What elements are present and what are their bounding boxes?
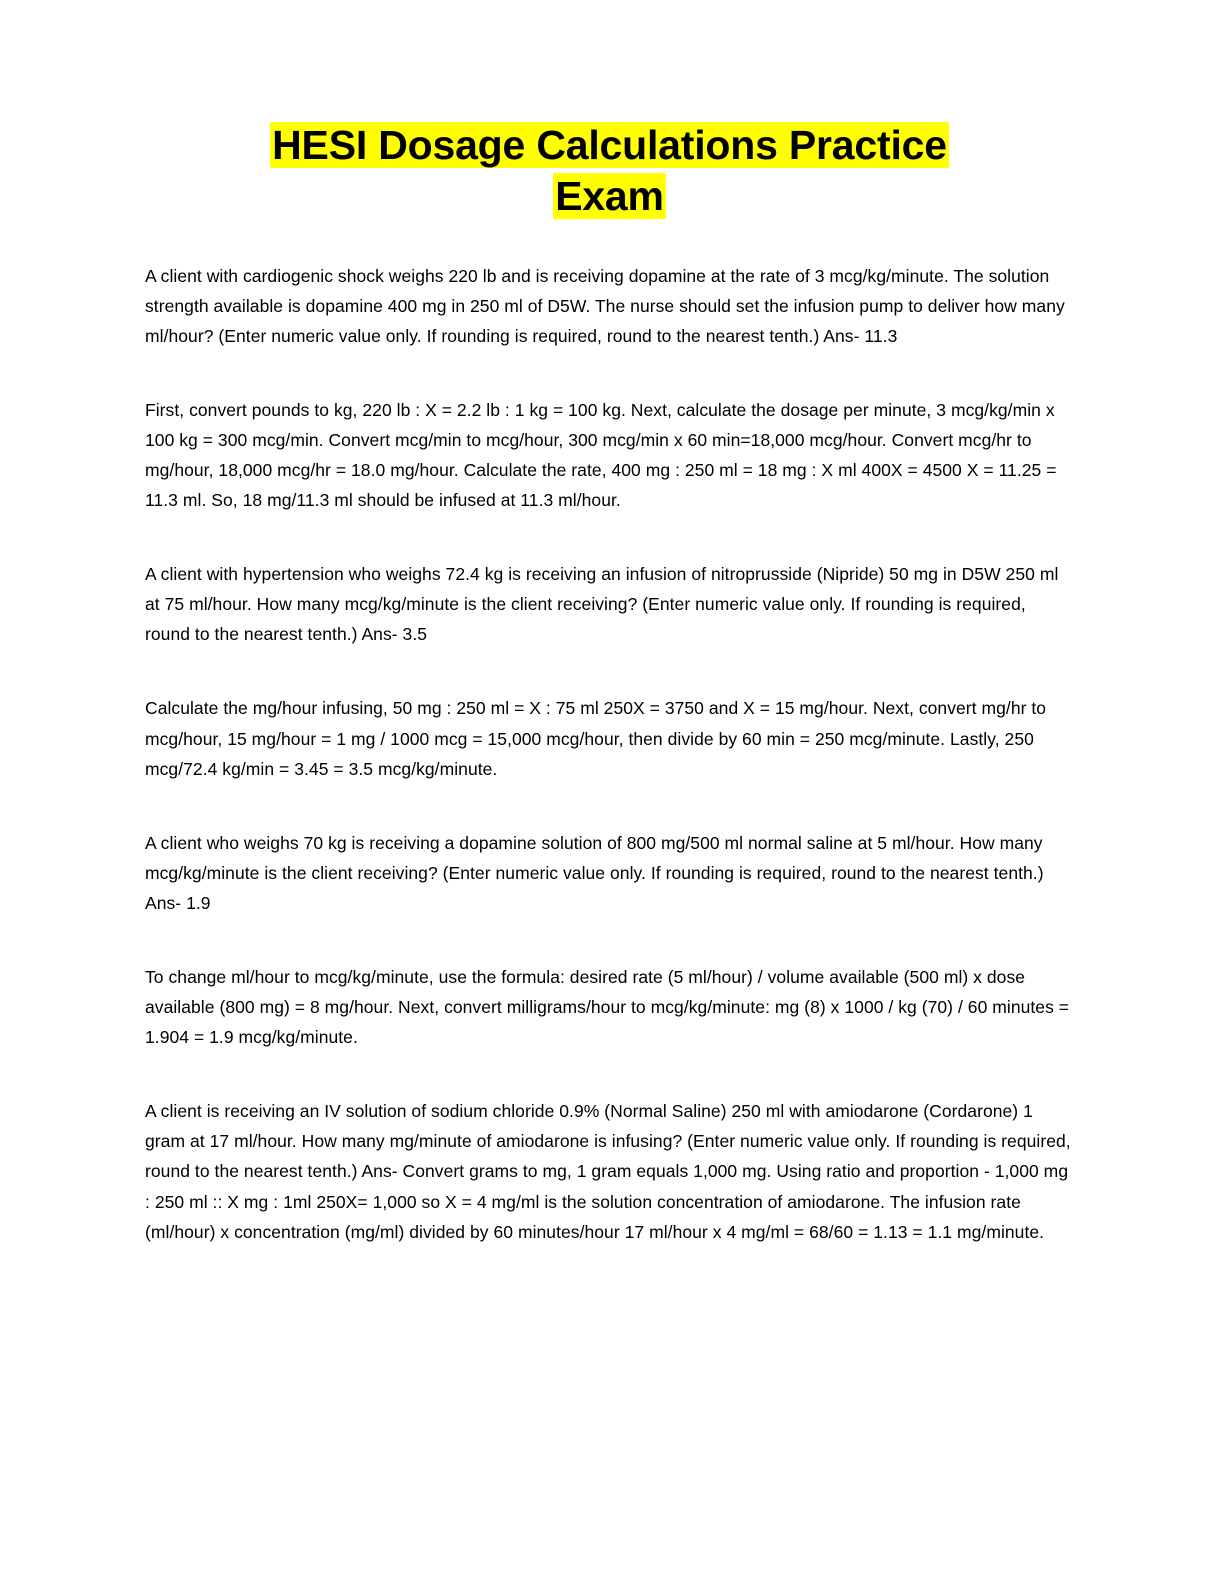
page-title-line-1: HESI Dosage Calculations Practice (272, 122, 947, 168)
page-title (145, 120, 1074, 223)
question-paragraph-1: A client with cardiogenic shock weighs 220 lb and is receiving dopamine at the rate of 3 mcg/kg/minute. The solution strength available is dopamine 400 mg in 250 ml of D5W. The nurse should set the infusion pump to deliver how many ml/hour? (Enter numeric value only. If rounding is required, round to the nearest tenth.) Ans- 11.3 (145, 265, 1065, 346)
question-paragraph-4: A client is receiving an IV solution of sodium chloride 0.9% (Normal Saline) 250 ml with amiodarone (Cordarone) 1 gram at 17 ml/hour. How many mg/minute of amiodarone is infusing? (Enter numeric value only. If rounding is required, round to the nearest tenth.) Ans- Convert grams to mg, 1 gram equals 1,000 mg. Using ratio and proportion - 1,000 mg : 250 ml :: X mg : 1ml 250X= 1,000 so X = 4 mg/ml is the solution concentration of amiodarone. The infusion rate (ml/hour) x concentration (mg/ml) divided by 60 minutes/hour 17 ml/hour x 4 mg/ml = 68/60 = 1.13 = 1.1 mg/minute. (145, 1101, 1071, 1242)
rationale-paragraph-3: To change ml/hour to mcg/kg/minute, use the formula: desired rate (5 ml/hour) / volume available (500 ml) x dose available (800 mg) = 8 mg/hour. Next, convert milligrams/hour to mcg/kg/minute: mg (8) x 1000 / kg (70) / 60 minutes = 1.904 = 1.9 mcg/kg/minute. (145, 967, 1070, 1048)
question-paragraph-2: A client with hypertension who weighs 72.4 kg is receiving an infusion of nitroprusside (Nipride) 50 mg in D5W 250 ml at 75 ml/hour. How many mcg/kg/minute is the client receiving? (Enter numeric value only. If rounding is required, round to the nearest tenth.) Ans- 3.5 (145, 564, 1059, 645)
page-title-line-2: Exam (555, 173, 664, 220)
question-paragraph-3: A client who weighs 70 kg is receiving a dopamine solution of 800 mg/500 ml normal saline at 5 ml/hour. How many mcg/kg/minute is the client receiving? (Enter numeric value only. If rounding is required, round to the nearest tenth.) Ans- 1.9 (145, 832, 1044, 913)
rationale-paragraph-1: First, convert pounds to kg, 220 lb : X = 2.2 lb : 1 kg = 100 kg. Next, calculate the dosage per minute, 3 mcg/kg/min x 100 kg = 300 mcg/min. Convert mcg/min to mcg/hour, 300 mcg/min x 60 min=18,000 mcg/hour. Convert mcg/hr to mg/hour, 18,000 mcg/hr = 18.0 mg/hour. Calculate the rate, 400 mg : 250 ml = 18 mg : X ml 400X = 4500 X = 11.25 = 11.3 ml. So, 18 mg/11.3 ml should be infused at 11.3 ml/hour. (145, 399, 1057, 511)
rationale-paragraph-2: Calculate the mg/hour infusing, 50 mg : 250 ml = X : 75 ml 250X = 3750 and X = 15 mg/hour. Next, convert mg/hr to mcg/hour, 15 mg/hour = 1 mg / 1000 mcg = 15,000 mcg/hour, then divide by 60 min = 250 mcg/minute. Lastly, 250 mcg/72.4 kg/min = 3.45 = 3.5 mcg/kg/minute. (145, 698, 1047, 779)
